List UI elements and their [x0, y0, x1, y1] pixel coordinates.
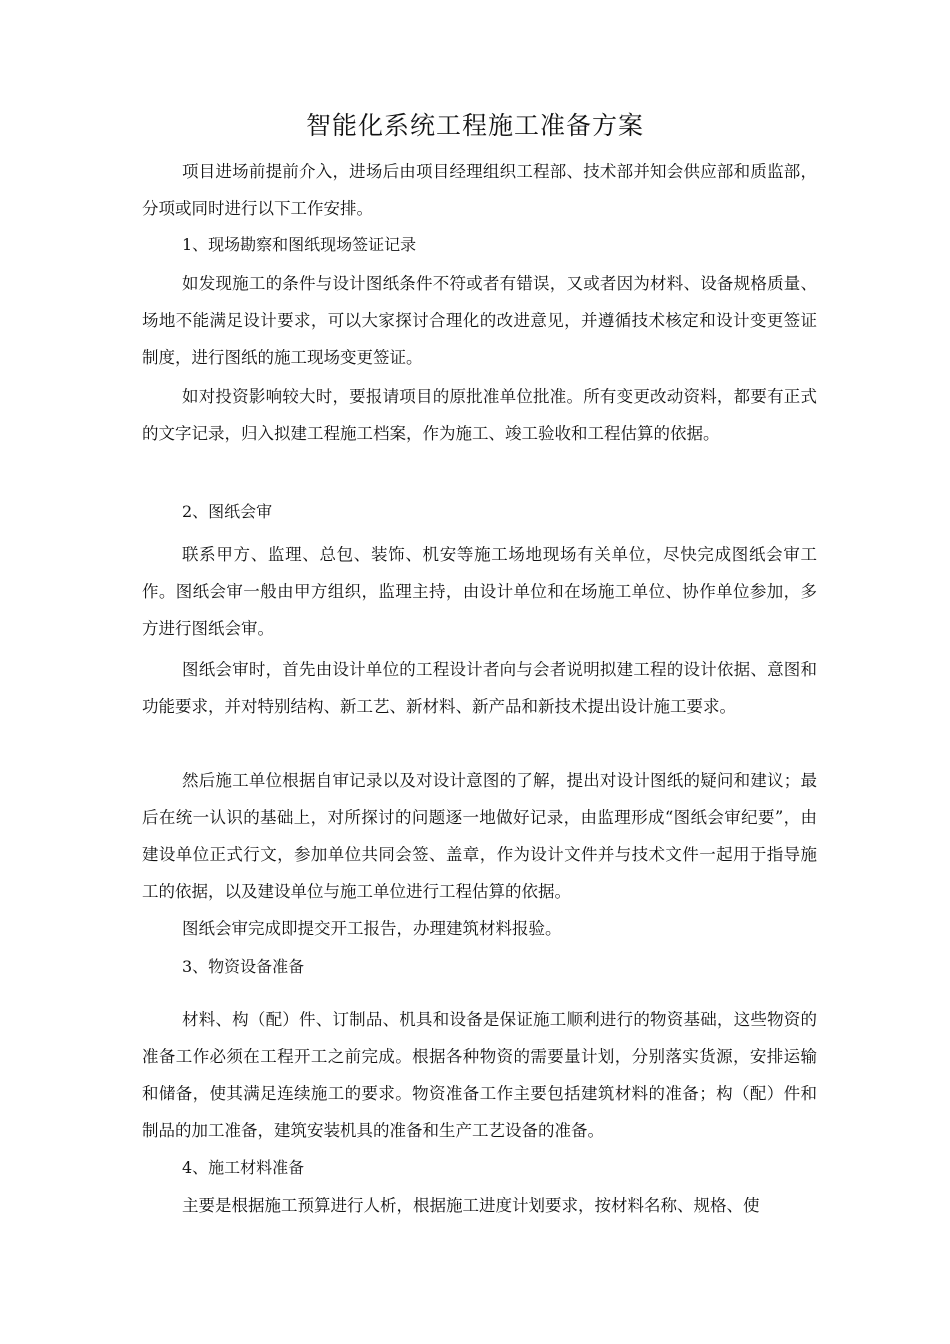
section-3-heading: 3、物资设备准备 — [182, 957, 305, 976]
section-4-heading: 4、施工材料准备 — [182, 1158, 305, 1177]
document-title: 智能化系统工程施工准备方案 — [305, 111, 644, 140]
section-2-paragraph-3: 然后施工单位根据自审记录以及对设计意图的了解，提出对设计图纸的疑问和建议；最后在统一认识的基础上，对所探讨的问题逐一地做好记录，由监理形成“图纸会审纪要”，由建设单位正式行文，参加单位共同会签、盖章，作为设计文件并与技术文件一起用于指导施工的依据，以及建设单位与施工单位进行工程估算的依据。 — [142, 771, 817, 901]
section-2-paragraph-1: 联系甲方、监理、总包、装饰、机安等施工场地现场有关单位，尽快完成图纸会审工作。图纸会审一般由甲方组织，监理主持，由设计单位和在场施工单位、协作单位参加，多方进行图纸会审。 — [142, 545, 817, 638]
section-2-heading: 2、图纸会审 — [182, 502, 273, 521]
section-2-paragraph-4: 图纸会审完成即提交开工报告，办理建筑材料报验。 — [182, 919, 562, 938]
section-1-heading: 1、现场勘察和图纸现场签证记录 — [182, 235, 417, 254]
section-3-paragraph-1: 材料、构（配）件、订制品、机具和设备是保证施工顺利进行的物资基础，这些物资的准备工作必须在工程开工之前完成。根据各种物资的需要量计划，分别落实货源，安排运输和储备，使其满足连续施工的要求。物资准备工作主要包括建筑材料的准备；构（配）件和制品的加工准备，建筑安装机具的准备和生产工艺设备的准备。 — [142, 1010, 817, 1140]
intro-paragraph: 项目进场前提前介入，进场后由项目经理组织工程部、技术部并知会供应部和质监部，分项或同时进行以下工作安排。 — [142, 162, 817, 218]
section-1-paragraph-1: 如发现施工的条件与设计图纸条件不符或者有错误，又或者因为材料、设备规格质量、场地不能满足设计要求，可以大家探讨合理化的改进意见，并遵循技术核定和设计变更签证制度，进行图纸的施工现场变更签证。 — [142, 274, 817, 367]
section-2-paragraph-2: 图纸会审时，首先由设计单位的工程设计者向与会者说明拟建工程的设计依据、意图和功能要求，并对特别结构、新工艺、新材料、新产品和新技术提出设计施工要求。 — [142, 660, 817, 716]
section-4-paragraph-1: 主要是根据施工预算进行人析，根据施工进度计划要求，按材料名称、规格、使 — [182, 1196, 760, 1215]
section-1-paragraph-2: 如对投资影响较大时，要报请项目的原批准单位批准。所有变更改动资料，都要有正式的文字记录，归入拟建工程施工档案，作为施工、竣工验收和工程估算的依据。 — [142, 387, 817, 443]
